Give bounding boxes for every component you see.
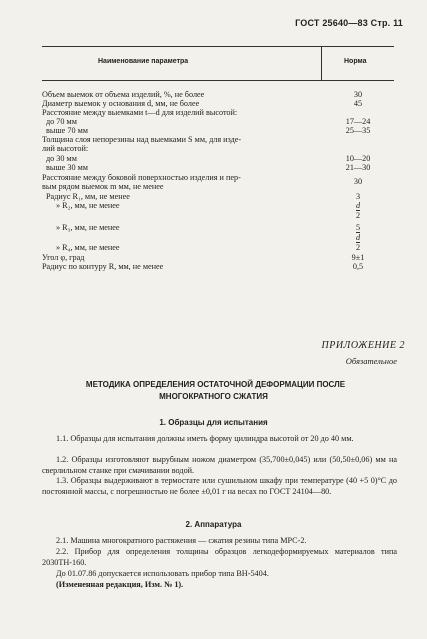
- table-row-label: лий высотой:: [42, 144, 89, 153]
- table-row-label: до 30 мм: [46, 154, 77, 163]
- amendment-note: (Измененная редакция, Изм. № 1).: [56, 580, 184, 589]
- paragraph-1-1: 1.1. Образцы для испытания должны иметь форму цилиндра высотой от 20 до 40 мм.: [56, 434, 354, 443]
- table-row-label: Радиус R₁, мм, не менее: [46, 192, 130, 201]
- table-row-label: вым рядом выемок m мм, не менее: [42, 182, 164, 191]
- table-row-value: 30: [353, 177, 363, 186]
- table-row-label: » R₃, мм, не менее: [56, 223, 120, 232]
- section-2-title: 2. Аппаратура: [185, 520, 242, 529]
- table-row-value: 9±1: [351, 253, 365, 262]
- table-row-label: Диаметр выемок у основания d, мм, не более: [42, 99, 200, 108]
- column-header-parameter: Наименование параметра: [98, 58, 189, 65]
- fraction-denominator: 2: [355, 211, 361, 220]
- table-row-value: 25—35: [345, 126, 371, 135]
- paragraph-2-2: 2.2. Прибор для определения толщины образцов легкодеформируемых материалов типа 2030ТН-160.: [42, 547, 397, 567]
- fraction-denominator: d: [355, 233, 361, 242]
- table-row-label: » R₂, мм, не менее: [56, 201, 120, 210]
- table-top-rule: [42, 46, 394, 47]
- table-row-label: выше 70 мм: [46, 126, 88, 135]
- section-1-title: 1. Образцы для испытания: [159, 418, 268, 427]
- table-column-divider: [321, 46, 322, 80]
- table-row-label: Расстояние между боковой поверхностью изделия и пер-: [42, 173, 241, 182]
- fraction-numerator: d: [355, 201, 361, 210]
- table-row-value: 17—24: [345, 117, 371, 126]
- table-row-label: до 70 мм: [46, 117, 77, 126]
- table-row-value: 0,5: [352, 262, 364, 271]
- parameter-table: [42, 46, 394, 278]
- table-row-label: » R₄, мм, не менее: [56, 243, 120, 252]
- paragraph-1-3: 1.3. Образцы выдерживают в термостате или сушильном шкафу при температуре (40 +5 0)°С до постоянной массы, с погрешностью не более ±0,01 г на весах по ГОСТ 24104—80.: [42, 476, 397, 496]
- table-row-label: Толщина слоя непорезины над выемками S мм, для изде-: [42, 135, 242, 144]
- appendix-subtitle: Обязательное: [345, 356, 397, 366]
- paragraph-2-3: До 01.07.86 допускается использовать прибор типа ВН-5404.: [56, 569, 269, 578]
- column-header-norm: Норма: [344, 58, 367, 65]
- method-title-line-1: МЕТОДИКА ОПРЕДЕЛЕНИЯ ОСТАТОЧНОЙ ДЕФОРМАЦИИ ПОСЛЕ: [85, 380, 346, 389]
- page-header: ГОСТ 25640—83 Стр. 11: [295, 18, 403, 28]
- fraction-numerator: [338, 223, 378, 232]
- table-row-value: 21—30: [345, 163, 371, 172]
- table-row-value: [338, 201, 378, 210]
- paragraph-2-1: 2.1. Машина многократного растяжения — сжатия резины типа МРС-2.: [56, 536, 307, 545]
- table-row-label: выше 30 мм: [46, 163, 88, 172]
- appendix-title: ПРИЛОЖЕНИЕ 2: [321, 340, 405, 351]
- table-row-label: Угол φ, град: [42, 253, 85, 262]
- method-title-line-2: МНОГОКРАТНОГО СЖАТИЯ: [159, 392, 268, 401]
- table-row-value: 10—20: [345, 154, 371, 163]
- fraction-numerator-text: 5: [355, 223, 361, 232]
- table-row-value-text: 2: [355, 243, 361, 252]
- table-row-label: Объем выемок от объема изделий, %, не более: [42, 90, 205, 99]
- table-row-value: 30: [353, 90, 363, 99]
- table-row-label: Радиус по контуру R, мм, не менее: [42, 262, 164, 271]
- table-row-value: 45: [353, 99, 363, 108]
- table-row-value: [338, 243, 378, 252]
- table-row-value: 3: [355, 192, 361, 201]
- table-row-label: Расстояние между выемками t—d для изделий высотой:: [42, 108, 238, 117]
- table-header-rule: [42, 80, 394, 81]
- paragraph-1-2: 1.2. Образцы изготовляют вырубным ножом диаметром (35,700±0,045) или (50,50±0,06) мм на сверлильном станке при смачивании водой.: [42, 455, 397, 475]
